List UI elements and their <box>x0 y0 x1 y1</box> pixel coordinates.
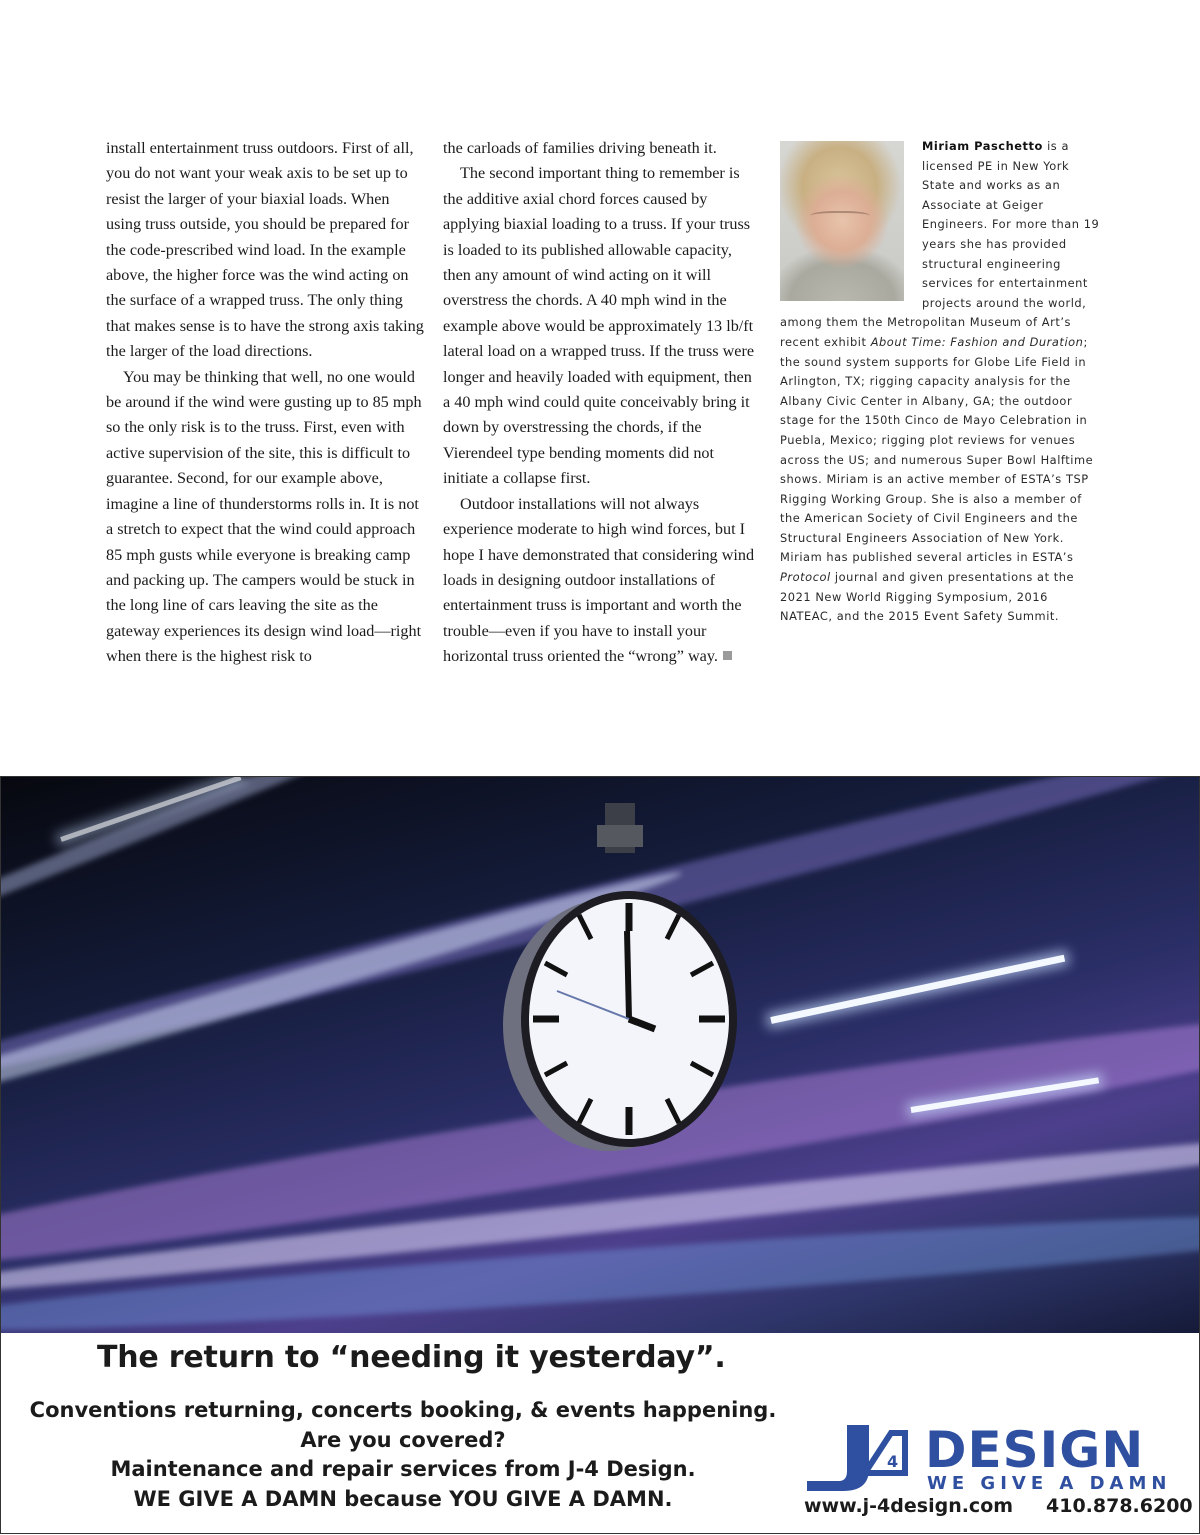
ad-line: Are you covered? <box>300 1427 506 1452</box>
article-column-2 <box>443 136 761 670</box>
logo-tagline: WE GIVE A DAMN <box>927 1473 1172 1493</box>
article-paragraph: install entertainment truss outdoors. First of all, you do not want your weak axis to be set up to resist the larger of your biaxial loads. When using truss outside, you should be prepared for the code-prescribed wind load. In the example above, the higher force was the wind acting on the surface of a wrapped truss. The only thing that makes sense is to have the strong axis taking the larger of the load directions. <box>106 139 424 361</box>
article-paragraph-text: Outdoor installations will not always experience moderate to high wind forces, but I hope I have demonstrated that considering wind loads in designing outdoor installations of entertainment truss is important and worth the trouble—even if you have to install your horizontal truss oriented the “wrong” way. <box>443 494 755 666</box>
author-photo <box>780 141 904 301</box>
author-bio <box>780 137 1102 627</box>
bio-text: is a licensed PE in New York State and works as an Associate at Geiger Engineers. For more than 19 years she has provided structural engineering services for entertainment projects around the world, among them the Metropolitan Museum of Art’s recent exhibit <box>780 139 1100 349</box>
author-name: Miriam Paschetto <box>922 139 1043 153</box>
ad-clock-photo <box>1 777 1199 1333</box>
ad-website-link[interactable]: www.j-4design.com <box>804 1495 1014 1517</box>
logo-word: DESIGN <box>925 1423 1145 1479</box>
end-of-article-mark <box>723 651 732 660</box>
clock-icon <box>497 803 747 1183</box>
ad-line: Conventions returning, concerts booking, & events happening. <box>29 1398 777 1422</box>
article-paragraph: The second important thing to remember is the additive axial chord forces caused by applying biaxial loading to a truss. If your truss is loaded to its published allowable capacity, then any amount of wind acting on it will overstress the chords. A 40 mph wind in the example above would be approximately 13 lb/ft lateral load on a wrapped truss. If the truss were longer and heavily loaded with equipment, then a 40 mph wind could quite conceivably bring it down by overstressing the chords, if the Vierendeel type bending moments did not initiate a collapse first. <box>443 164 755 488</box>
article-paragraph <box>443 492 761 670</box>
ad-line: WE GIVE A DAMN because YOU GIVE A DAMN. <box>133 1486 673 1511</box>
svg-text:4: 4 <box>887 1452 899 1471</box>
ad-body-text <box>11 1396 795 1514</box>
ad-headline: The return to “needing it yesterday”. <box>97 1340 726 1375</box>
bio-text: journal and given presentations at the 2021 New World Rigging Symposium, 2016 NATEAC, and the 2015 Event Safety Summit. <box>780 570 1075 624</box>
journal-title: Protocol <box>780 570 831 585</box>
article-paragraph: the carloads of families driving beneath it. <box>443 139 717 157</box>
article-column-1 <box>106 136 424 670</box>
ad-phone-number[interactable]: 410.878.6200 <box>1046 1495 1193 1517</box>
bio-text: ; the sound system supports for Globe Life Field in Arlington, TX; rigging capacity analysis for the Albany Civic Center in Albany, GA; the outdoor stage for the 150th Cinco de Mayo Celebration in Puebla, Mexico; rigging plot reviews for venues across the US; and numerous Super Bowl Halftime shows. Miriam is an active member of ESTA’s TSP Rigging Working Group. She is also a member of the American Society of Civil Engineers and the Structural Engineers Association of New York. Miriam has published several articles in ESTA’s <box>780 334 1094 565</box>
exhibit-title: About Time: Fashion and Duration <box>870 334 1084 349</box>
article-paragraph: You may be thinking that well, no one would be around if the wind were gusting up to 85 mph so the only risk is to the truss. First, even with active supervision of the site, this is difficult to guarantee. Second, for our example above, imagine a line of thunderstorms rolls in. It is not a stretch to expect that the wind could approach 85 mph gusts while everyone is breaking camp and packing up. The campers would be stuck in the long line of cars leaving the site as the gateway experiences its design wind load—right when there is the highest risk to <box>106 367 422 666</box>
j4-design-logo <box>807 1423 1179 1493</box>
ad-line: Maintenance and repair services from J-4 Design. <box>110 1457 696 1482</box>
advertisement[interactable] <box>0 776 1200 1534</box>
